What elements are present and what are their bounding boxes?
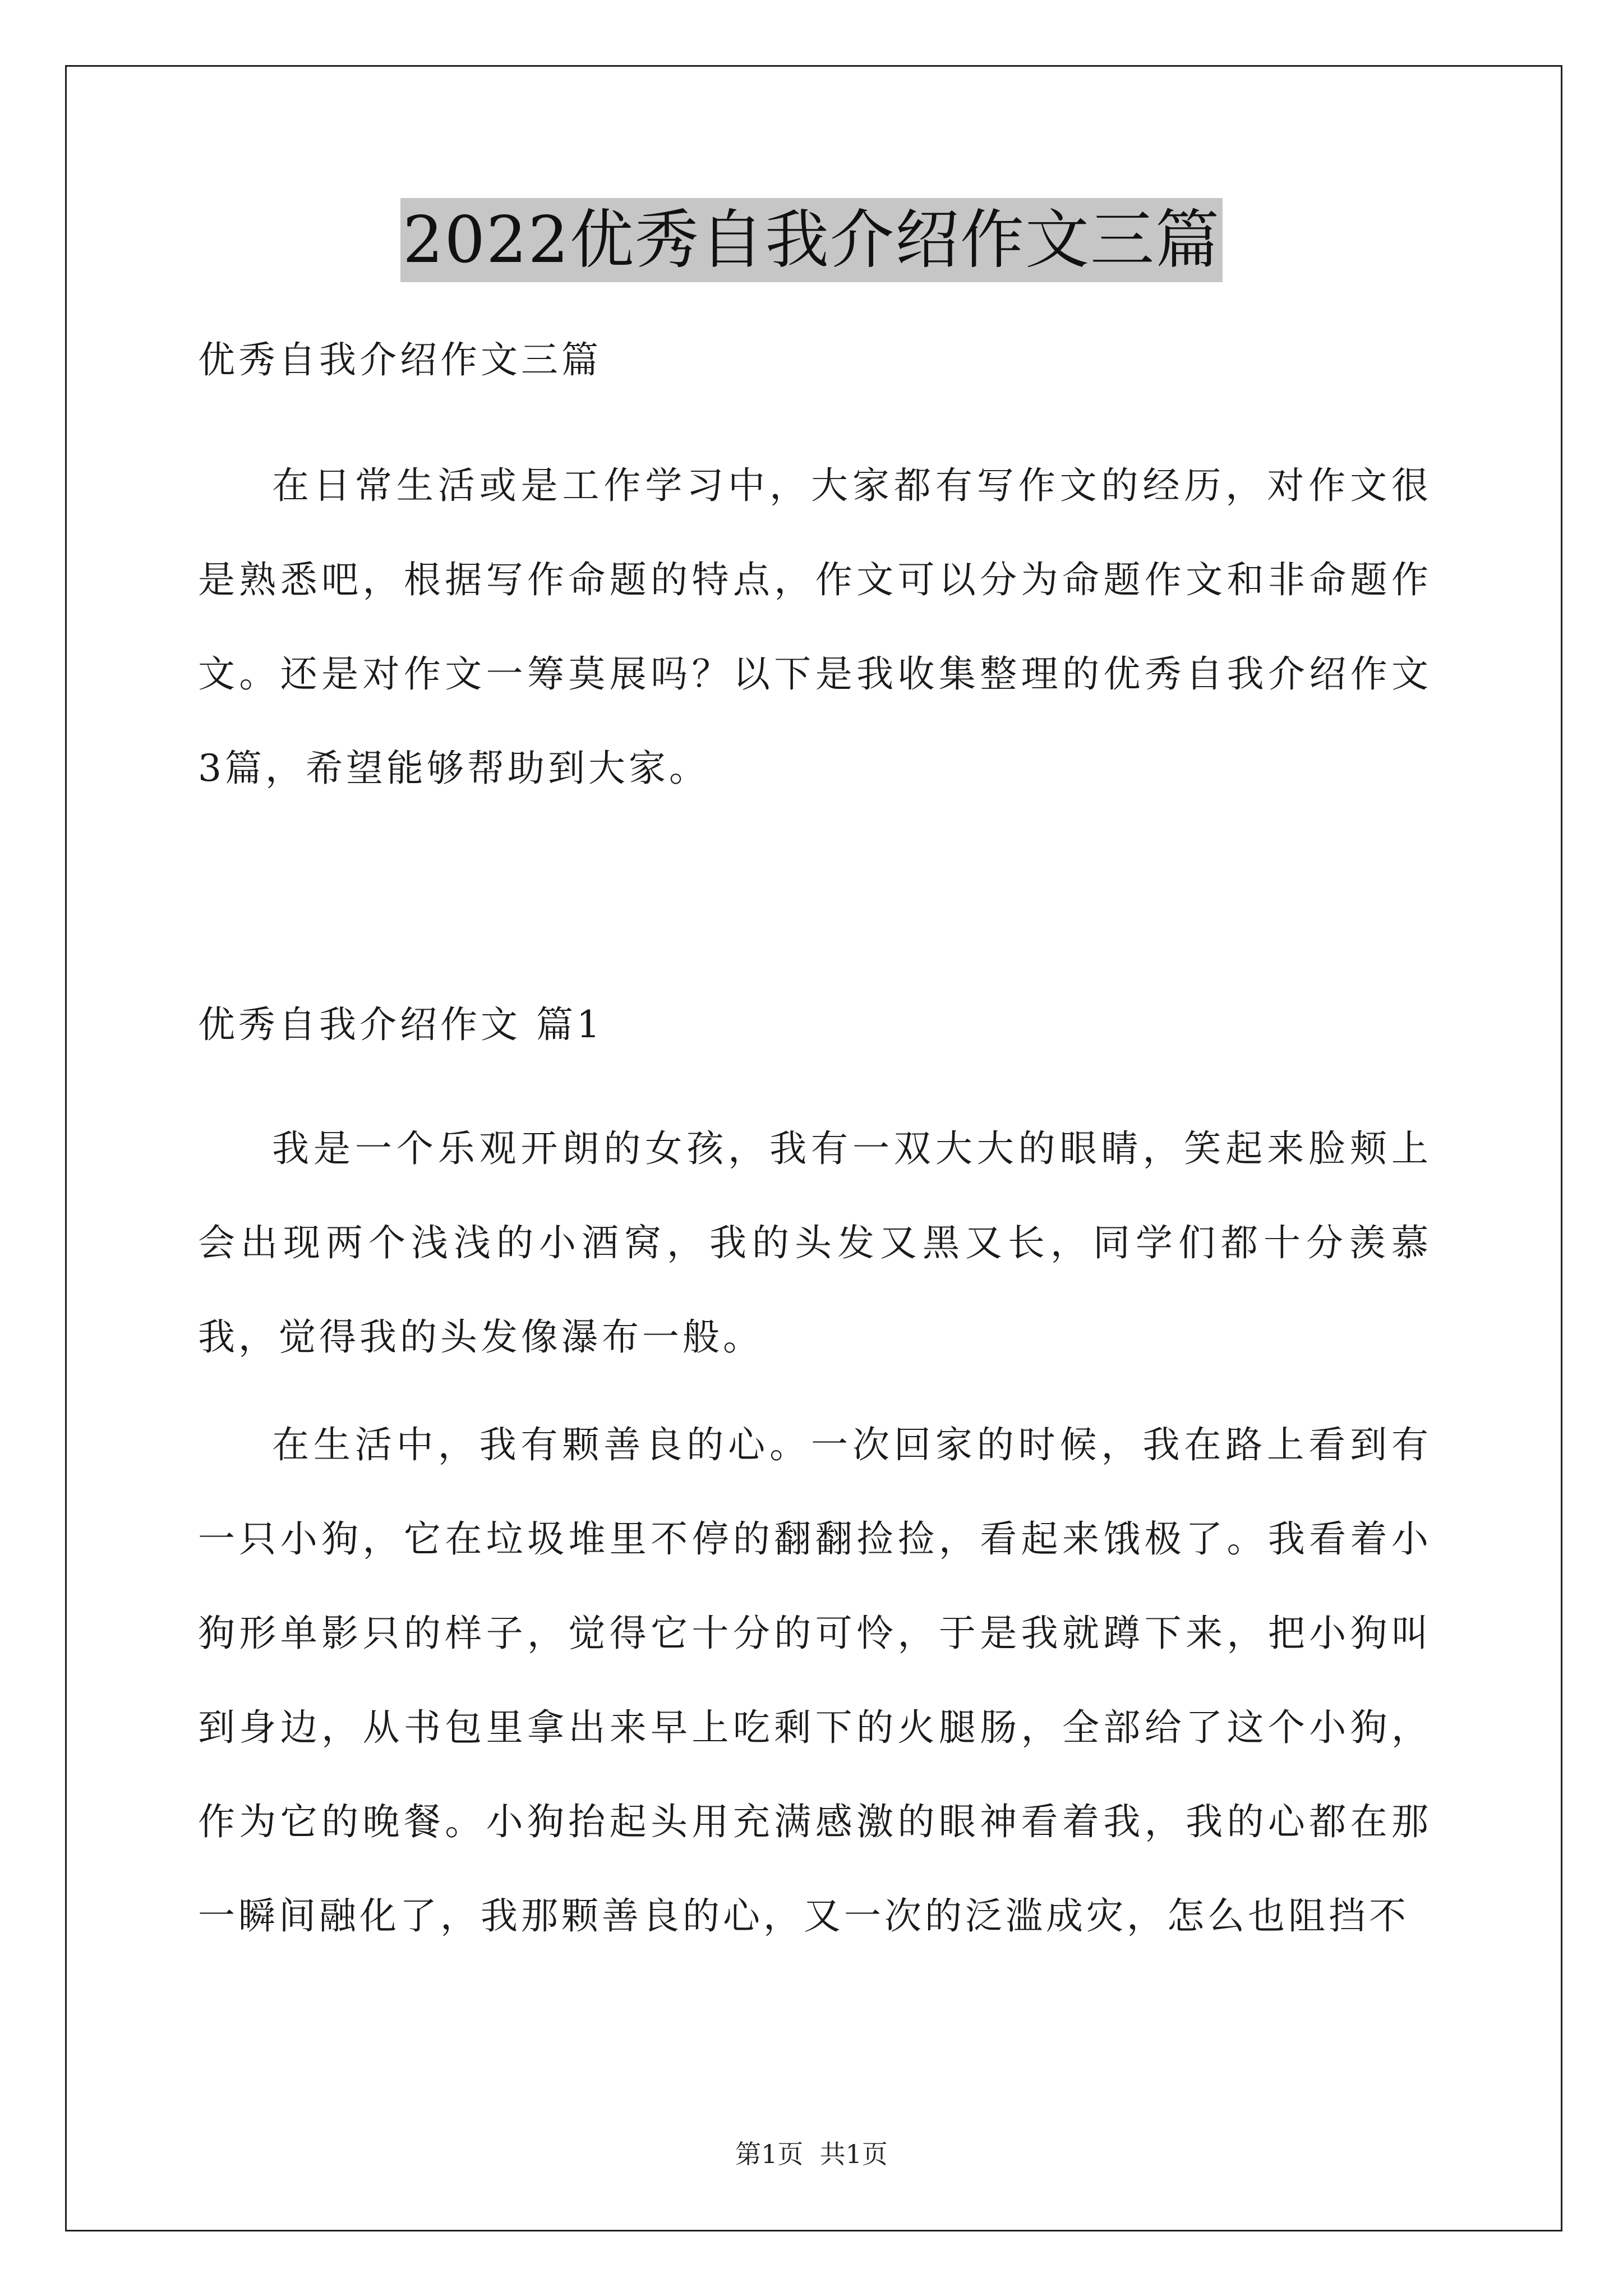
section-paragraph-1-block [198,1102,1432,1384]
intro-paragraph: 在日常生活或是工作学习中，大家都有写作文的经历，对作文很是熟悉吧，根据写作命题的特点，作文可以分为命题作文和非命题作文。还是对作文一筹莫展吗？以下是我收集整理的优秀自我介绍作文3篇，希望能够帮助到大家。 [198,464,1432,790]
section-paragraph: 在生活中，我有颗善良的心。一次回家的时候，我在路上看到有一只小狗，它在垃圾堆里不停的翻翻捡捡，看起来饿极了。我看着小狗形单影只的样子，觉得它十分的可怜，于是我就蹲下来，把小狗叫到身边，从书包里拿出来早上吃剩下的火腿肠，全部给了这个小狗，作为它的晚餐。小狗抬起头用充满感激的眼神看着我，我的心都在那一瞬间融化了，我那颗善良的心，又一次的泛滥成灾，怎么也阻挡不 [198,1423,1432,1938]
title-container [0,198,1623,282]
section-paragraph-2-block [198,1398,1432,1963]
page-number-label: 第1页 共1页 [735,2139,888,2169]
intro-block [198,439,1432,816]
section-heading-block [198,978,1432,1072]
page-footer [0,2137,1623,2171]
section-heading: 优秀自我介绍作文 篇1 [198,1003,603,1046]
document-subtitle: 优秀自我介绍作文三篇 [198,338,602,381]
document-title: 2022优秀自我介绍作文三篇 [400,198,1223,282]
section-paragraph: 我是一个乐观开朗的女孩，我有一双大大的眼睛，笑起来脸颊上会出现两个浅浅的小酒窝，我的头发又黑又长，同学们都十分羡慕我，觉得我的头发像瀑布一般。 [198,1127,1432,1359]
subtitle-block [198,313,1432,407]
